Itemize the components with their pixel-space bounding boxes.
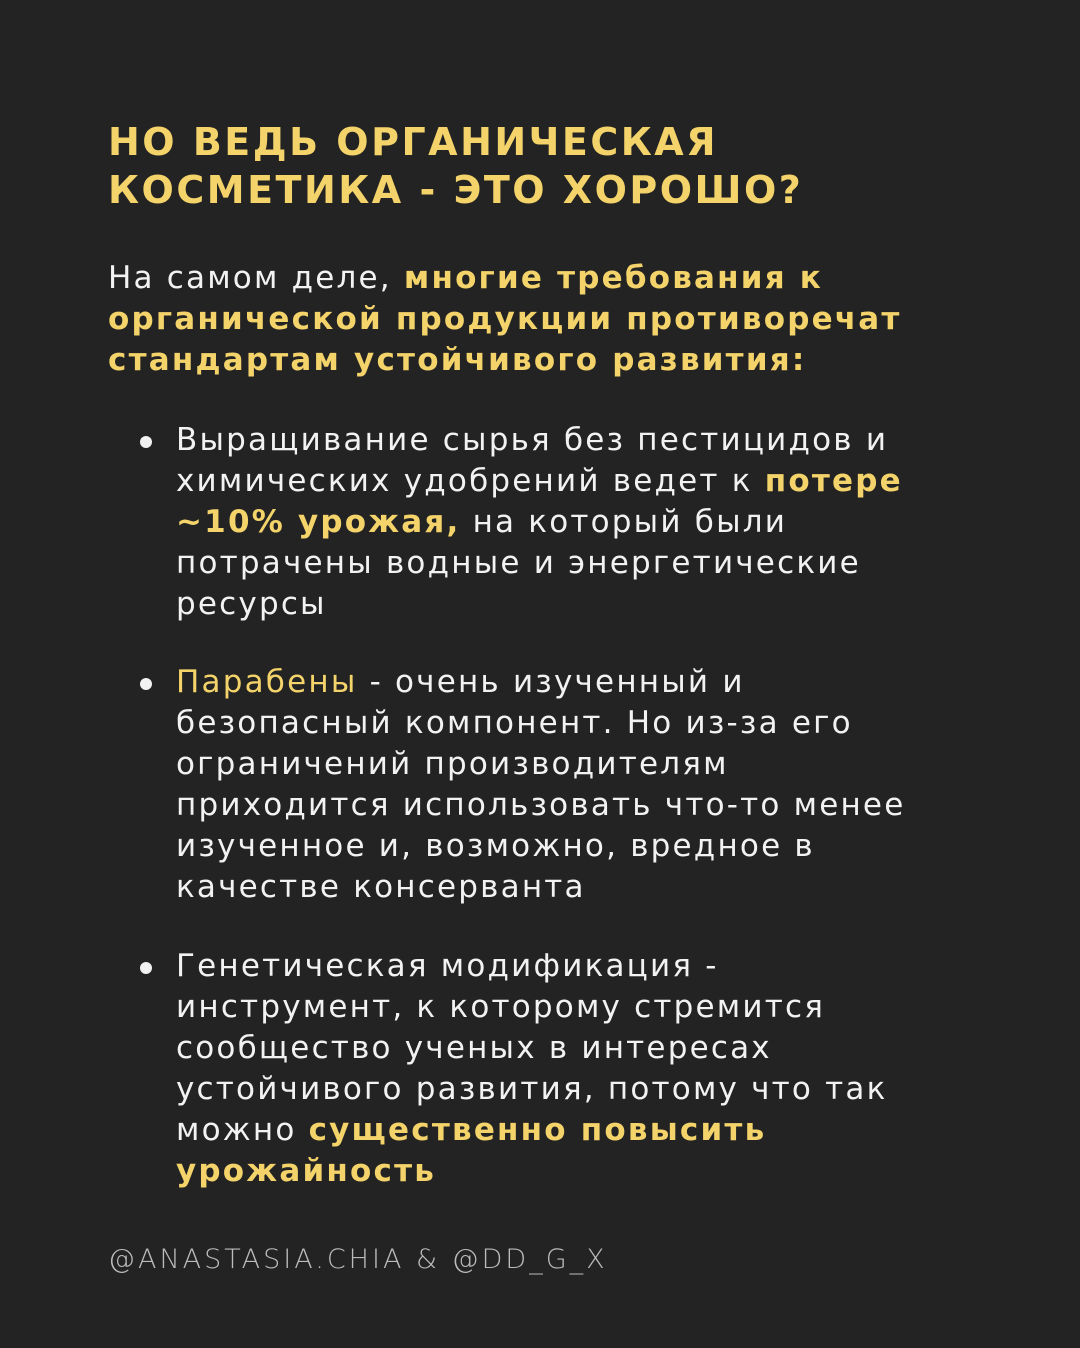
intro-highlight-1: многие требования к — [403, 260, 824, 296]
list-item-plain: химических удобрений ведет к — [176, 463, 765, 499]
list-item-highlight: урожайность — [176, 1153, 437, 1189]
list-item-line: ограничений производителям — [176, 746, 729, 782]
list-item-line: сообщество ученых в интересах — [176, 1030, 772, 1066]
list-item-highlight: потере — [764, 463, 903, 499]
list-item-text — [176, 662, 1056, 908]
list-item-line: Генетическая модификация - — [176, 948, 719, 984]
bullet-dot-icon — [140, 678, 152, 690]
list-item-text — [176, 946, 1056, 1192]
list-item-line: потрачены водные и энергетические — [176, 545, 861, 581]
list-item-plain: на который были — [460, 504, 788, 540]
list-item-line: изученное и, возможно, вредное в — [176, 828, 815, 864]
list-item-line — [176, 461, 1056, 502]
intro-line-1 — [108, 258, 1008, 299]
list-item-highlight: Парабены — [176, 664, 358, 700]
list-item-line: Выращивание сырья без пестицидов и — [176, 422, 889, 458]
bullet-dot-icon — [140, 436, 152, 448]
list-item-plain: - очень изученный и — [357, 664, 745, 700]
list-item-plain: можно — [176, 1112, 309, 1148]
list-item-line: безопасный компонент. Но из-за его — [176, 705, 853, 741]
list-item-line: устойчивого развития, потому что так — [176, 1071, 888, 1107]
author-credits: @ANASTASIA.CHIA & @DD_G_X — [108, 1244, 608, 1275]
title-line-1: НО ВЕДЬ ОРГАНИЧЕСКАЯ — [108, 120, 718, 164]
title-line-2: КОСМЕТИКА - ЭТО ХОРОШО? — [108, 168, 804, 212]
intro-highlight-3: стандартам устойчивого развития: — [108, 342, 807, 378]
list-item-line: инструмент, к которому стремится — [176, 989, 826, 1025]
intro-paragraph — [108, 258, 1008, 381]
list-item-line: ресурсы — [176, 586, 327, 622]
intro-plain-text: На самом деле, — [108, 260, 404, 296]
intro-highlight-2: органической продукции противоречат — [108, 301, 902, 337]
list-item-line: качестве консерванта — [176, 869, 586, 905]
list-item-highlight: существенно повысить — [308, 1112, 767, 1148]
list-item-line — [176, 1110, 1056, 1151]
page-title — [108, 118, 988, 214]
list-item-highlight: ~10% урожая, — [176, 504, 461, 540]
bullet-dot-icon — [140, 962, 152, 974]
list-item-line — [176, 662, 1056, 703]
list-item-line — [176, 502, 1056, 543]
list-item-text — [176, 420, 1056, 625]
list-item-line: приходится использовать что-то менее — [176, 787, 906, 823]
